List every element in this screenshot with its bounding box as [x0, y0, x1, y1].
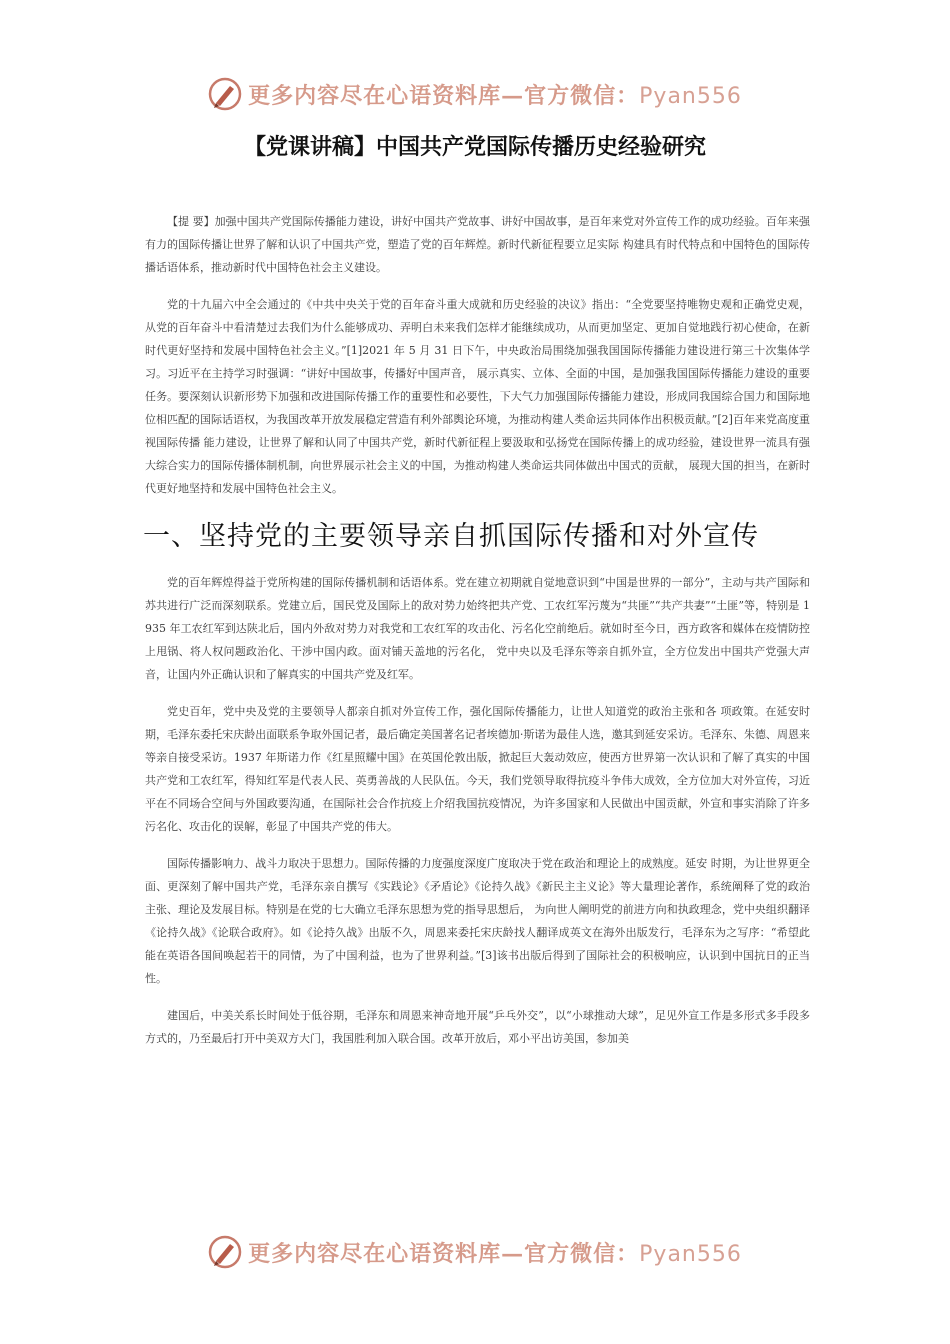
section-paragraph: 党史百年，党中央及党的主要领导人都亲自抓对外宣传工作，强化国际传播能力，让世人知道党的政治主张和各 项政策。在延安时期，毛泽东委托宋庆龄出面联系争取外国记者，最后确定美国著名记者埃德加·斯诺为最佳人选，邀其到延安采访。毛泽东、朱德、周恩来等亲自接受采访。1937 年斯诺力作《红星照耀中国》在英国伦敦出版，掀起巨大轰动效应，使西方世界第一次认识和了解了真实的中国共产党和工农红军，得知红军是代表人民、英勇善战的人民队伍。今天，我们党领导取得抗疫斗争伟大成效，全方位加大对外宣传，习近平在不同场合空间与外国政要沟通，在国际社会合作抗疫上介绍我国抗疫情况，为许多国家和人民做出中国贡献，外宣和事实消除了许多污名化、攻击化的误解，彰显了中国共产党的伟大。 [145, 705, 810, 833]
document-body [145, 210, 810, 1064]
pen-logo-icon [208, 77, 242, 111]
abstract-paragraph: 【提 要】加强中国共产党国际传播能力建设，讲好中国共产党故事、讲好中国故事，是百年来党对外宣传工作的成功经验。百年来强有力的国际传播让世界了解和认识了中国共产党，塑造了党的百年辉煌。新时代新征程要立足实际 构建具有时代特点和中国特色的国际传播话语体系，推动新时代中国特色社会主义建设。 [145, 215, 810, 274]
section-heading: 一、坚持党的主要领导亲自抓国际传播和对外宣传 [143, 521, 759, 552]
banner-text: 更多内容尽在心语资料库—官方微信：Pyan556 [248, 82, 742, 109]
section-paragraph: 党的百年辉煌得益于党所构建的国际传播机制和话语体系。党在建立初期就自觉地意识到“中国是世界的一部分”，主动与共产国际和苏共进行广泛而深刻联系。党建立后，国民党及国际上的敌对势力始终把共产党、工农红军污蔑为“共匪”“共产共妻”“土匪”等，特别是 1935 年工农红军到达陕北后，国内外敌对势力对我党和工农红军的攻击化、污名化空前绝后。就如时至今日，西方政客和媒体在疫情防控上甩锅、将人权问题政治化、干涉中国内政。面对铺天盖地的污名化， 党中央以及毛泽东等亲自抓外宣，全方位发出中国共产党强大声音，让国内外正确认识和了解真实的中国共产党及红军。 [145, 576, 810, 681]
header-banner [0, 74, 950, 114]
section-paragraph: 国际传播影响力、战斗力取决于思想力。国际传播的力度强度深度广度取决于党在政治和理论上的成熟度。延安 时期，为让世界更全面、更深刻了解中国共产党，毛泽东亲自撰写《实践论》《矛盾论》《论持久战》《新民主主义论》等大量理论著作，系统阐释了党的政治主张、理论及发展目标。特别是在党的七大确立毛泽东思想为党的指导思想后， 为向世人阐明党的前进方向和执政理念，党中央组织翻译《论持久战》《论联合政府》。如《论持久战》出版不久，周恩来委托宋庆龄找人翻译成英文在海外出版发行，毛泽东为之写序：“希望此能在英语各国间唤起若干的同情，为了中国利益，也为了世界利益。”[3]该书出版后得到了国际社会的积极响应，认识到中国抗日的正当性。 [145, 857, 810, 985]
section-paragraph: 建国后，中美关系长时间处于低谷期，毛泽东和周恩来神奇地开展“乒乓外交”，以“小球推动大球”，足见外宣工作是多形式多手段多方式的，乃至最后打开中美双方大门，我国胜利加入联合国。改革开放后，邓小平出访美国，参加美 [145, 1009, 810, 1045]
pen-logo-icon [208, 1235, 242, 1269]
banner-text: 更多内容尽在心语资料库—官方微信：Pyan556 [248, 1240, 742, 1267]
footer-banner [0, 1232, 950, 1272]
banner-wechat-id: Pyan556 [639, 83, 742, 109]
page-title: 【党课讲稿】中国共产党国际传播历史经验研究 [243, 135, 706, 160]
intro-paragraph: 党的十九届六中全会通过的《中共中央关于党的百年奋斗重大成就和历史经验的决议》指出：“全党要坚持唯物史观和正确党史观，从党的百年奋斗中看清楚过去我们为什么能够成功、弄明白未来我们怎样才能继续成功，从而更加坚定、更加自觉地践行初心使命，在新时代更好坚持和发展中国特色社会主义。”[1]2021 年 5 月 31 日下午，中央政治局围绕加强我国国际传播能力建设进行第三十次集体学习。习近平在主持学习时强调：“讲好中国故事，传播好中国声音， 展示真实、立体、全面的中国，是加强我国国际传播能力建设的重要任务。要深刻认识新形势下加强和改进国际传播工作的重要性和必要性，下大气力加强国际传播能力建设，形成同我国综合国力和国际地位相匹配的国际话语权，为我国改革开放发展稳定营造有利外部舆论环境，为推动构建人类命运共同体作出积极贡献。”[2]百年来党高度重视国际传播 能力建设，让世界了解和认同了中国共产党，新时代新征程上要汲取和弘扬党在国际传播上的成功经验，建设世界一流具有强大综合实力的国际传播体制机制，向世界展示社会主义的中国，为推动构建人类命运共同体做出中国式的贡献， 展现大国的担当，在新时代更好地坚持和发展中国特色社会主义。 [145, 298, 810, 495]
banner-wechat-id: Pyan556 [639, 1241, 742, 1267]
